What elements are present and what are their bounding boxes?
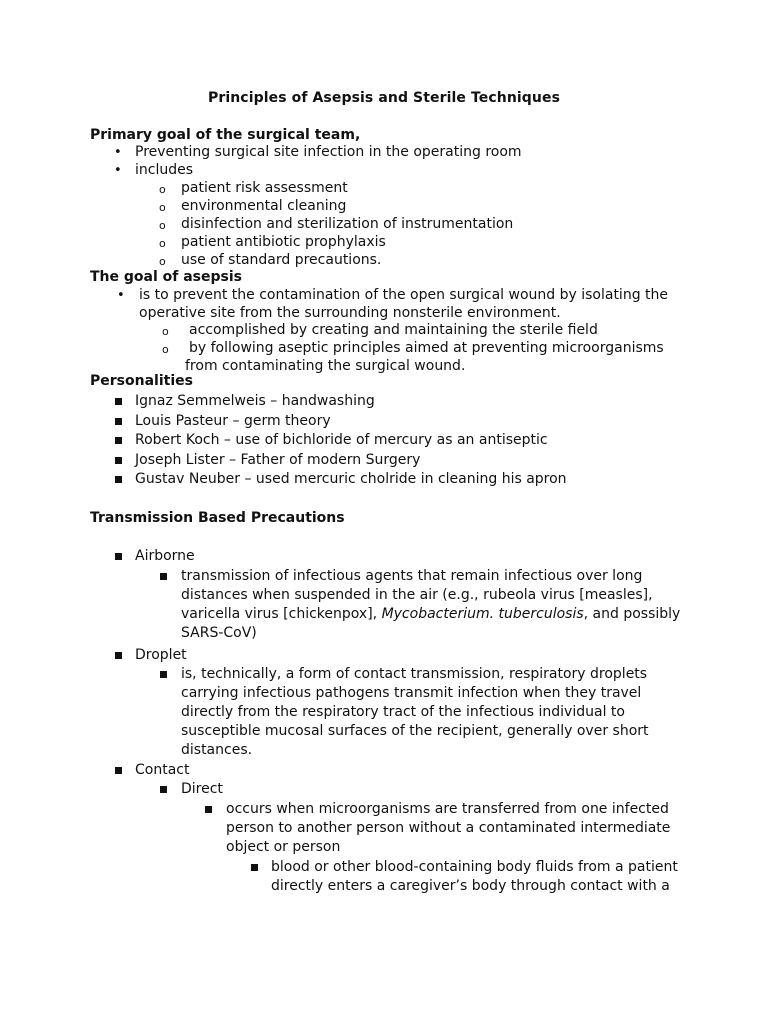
square-bullet-icon (115, 767, 122, 774)
square-bullet-icon (115, 652, 122, 659)
heading-transmission-precautions: Transmission Based Precautions (90, 510, 345, 526)
list-subitem: accomplished by creating and maintaining the sterile field (189, 322, 598, 338)
bullet-circle: o (159, 255, 166, 268)
square-bullet-icon (205, 806, 212, 813)
bullet-circle: o (159, 201, 166, 214)
italic-term: Mycobacterium. tuberculosis (381, 606, 584, 622)
bullet-circle: o (159, 183, 166, 196)
bullet-circle: o (162, 343, 169, 356)
list-subitem-continuation: carrying infectious pathogens transmit infection when they travel (181, 685, 642, 701)
square-bullet-icon (251, 864, 258, 871)
document-title: Principles of Asepsis and Sterile Techniques (207, 90, 561, 106)
bullet-circle: o (159, 237, 166, 250)
list-item-airborne: Airborne (135, 548, 195, 564)
bullet-circle: o (159, 219, 166, 232)
bullet-dot: • (117, 288, 125, 303)
list-subitem-direct: Direct (181, 781, 223, 797)
text-fragment: varicella virus [chickenpox], (181, 606, 382, 622)
list-item: Ignaz Semmelweis – handwashing (135, 393, 375, 409)
list-subsubitem-continuation: object or person (226, 839, 341, 855)
square-bullet-icon (115, 418, 122, 425)
square-bullet-icon (160, 573, 167, 580)
text-fragment: , and possibly (583, 606, 681, 622)
list-item: Robert Koch – use of bichloride of mercury as an antiseptic (135, 432, 548, 448)
square-bullet-icon (115, 476, 122, 483)
list-subitem: environmental cleaning (181, 198, 347, 214)
list-item-continuation: operative site from the surrounding nonsterile environment. (139, 305, 561, 321)
list-item: is to prevent the contamination of the open surgical wound by isolating the (139, 287, 669, 303)
bullet-circle: o (162, 325, 169, 338)
list-subitem: is, technically, a form of contact transmission, respiratory droplets (181, 666, 648, 682)
list-subitem: by following aseptic principles aimed at preventing microorganisms (189, 340, 664, 356)
square-bullet-icon (160, 671, 167, 678)
list-item: includes (135, 162, 194, 178)
square-bullet-icon (160, 786, 167, 793)
list-subitem: patient antibiotic prophylaxis (181, 234, 386, 250)
list-subitem-continuation: distances when suspended in the air (e.g., rubeola virus [measles], (181, 587, 653, 603)
square-bullet-icon (115, 437, 122, 444)
square-bullet-icon (115, 553, 122, 560)
list-subitem: transmission of infectious agents that remain infectious over long (181, 568, 643, 584)
list-subitem-continuation: SARS-CoV) (181, 625, 257, 641)
list-subitem-continuation: directly from the respiratory tract of the infectious individual to (181, 704, 625, 720)
heading-primary-goal: Primary goal of the surgical team, (90, 127, 361, 143)
list-subsubitem-continuation: person to another person without a contaminated intermediate (226, 820, 671, 836)
list-item: Joseph Lister – Father of modern Surgery (135, 452, 421, 468)
list-subitem-continuation (181, 605, 680, 624)
heading-personalities: Personalities (90, 373, 193, 389)
square-bullet-icon (115, 457, 122, 464)
heading-goal-of-asepsis: The goal of asepsis (90, 269, 242, 285)
list-subitem-continuation: from contaminating the surgical wound. (185, 358, 466, 374)
list-subsubsubitem: blood or other blood-containing body fluids from a patient (271, 859, 678, 875)
list-subitem: disinfection and sterilization of instrumentation (181, 216, 514, 232)
list-item-contact: Contact (135, 762, 190, 778)
list-subitem-continuation: distances. (181, 742, 253, 758)
list-item-droplet: Droplet (135, 647, 187, 663)
list-item: Gustav Neuber – used mercuric cholride in cleaning his apron (135, 471, 567, 487)
list-item: Preventing surgical site infection in the operating room (135, 144, 522, 160)
square-bullet-icon (115, 398, 122, 405)
list-subsubsubitem-continuation: directly enters a caregiver’s body through contact with a (271, 878, 670, 894)
bullet-dot: • (114, 163, 122, 178)
list-item: Louis Pasteur – germ theory (135, 413, 331, 429)
list-subitem: patient risk assessment (181, 180, 348, 196)
list-subitem: use of standard precautions. (181, 252, 382, 268)
list-subsubitem: occurs when microorganisms are transferred from one infected (226, 801, 669, 817)
list-subitem-continuation: susceptible mucosal surfaces of the recipient, generally over short (181, 723, 649, 739)
bullet-dot: • (114, 145, 122, 160)
